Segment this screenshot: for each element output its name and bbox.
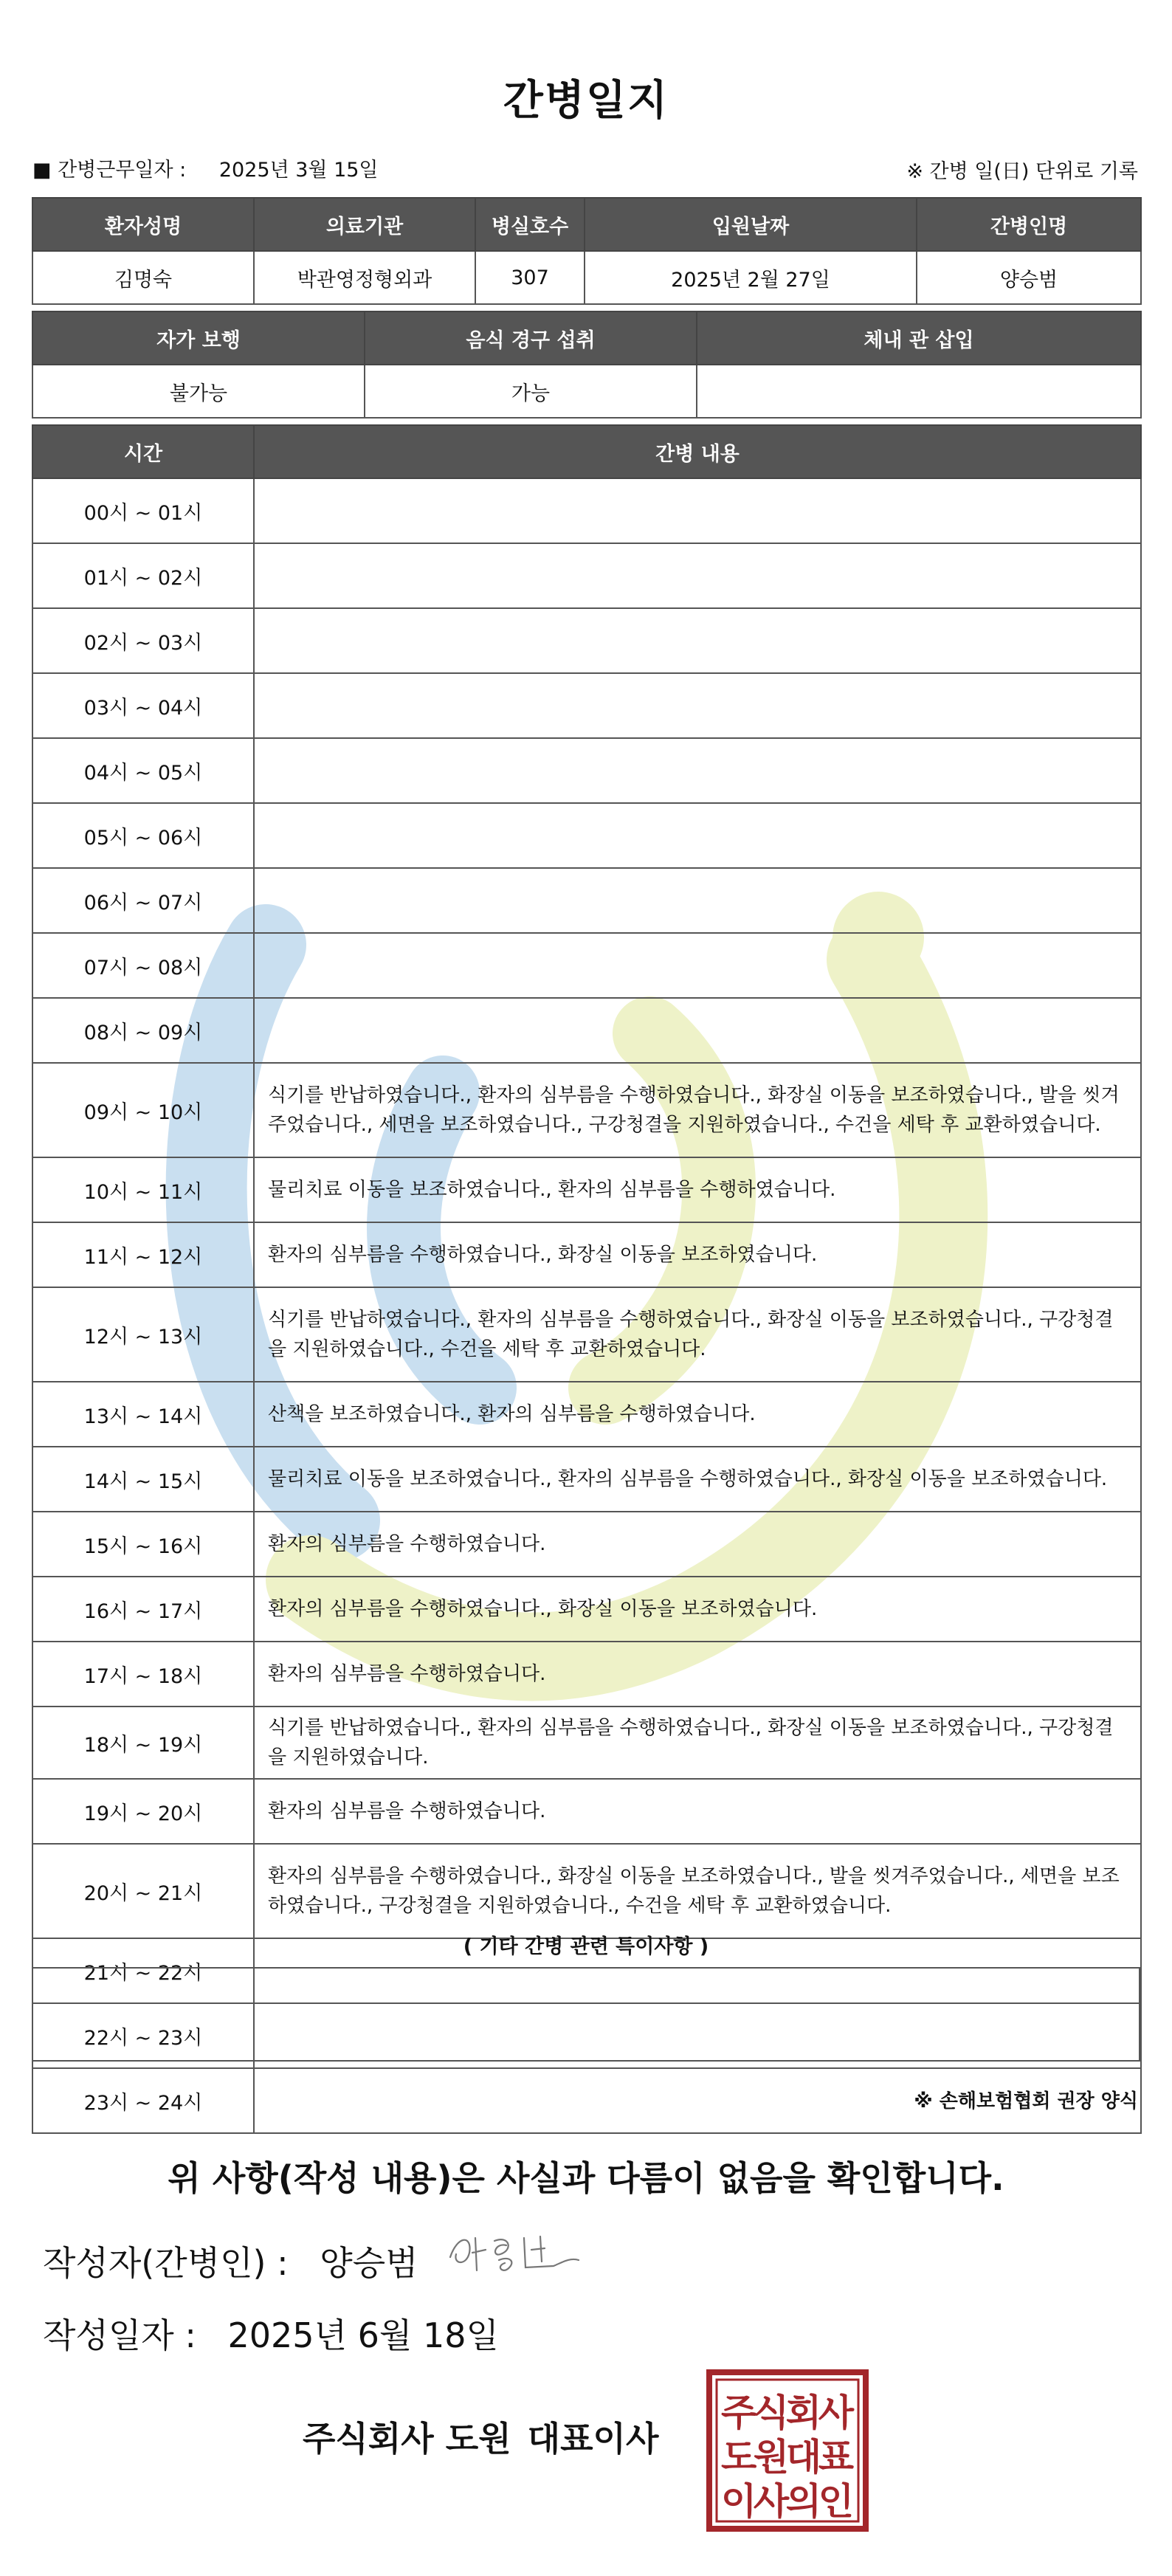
time-slot: 23시 ~ 24시: [32, 2068, 254, 2133]
record-unit-note: ※ 간병 일(日) 단위로 기록: [906, 160, 1138, 183]
svg-text:이사의인: 이사의인: [721, 2480, 854, 2523]
writer-name: 양승범: [320, 2243, 418, 2283]
time-slot: 01시 ~ 02시: [32, 543, 254, 608]
care-note: 환자의 심부름을 수행하였습니다., 화장실 이동을 보조하였습니다., 발을 씻겨주었습니다., 세면을 보조하였습니다., 구강청결을 지원하였습니다., 수건을 세탁 후 교환하였습니다.: [254, 1844, 1141, 1938]
hospital-name: 박관영정형외과: [254, 251, 475, 304]
table-row: [32, 1707, 1141, 1779]
table-row: [32, 1382, 1141, 1447]
care-note: [254, 478, 1141, 543]
time-slot: 08시 ~ 09시: [32, 998, 254, 1063]
header-time: 시간: [32, 425, 254, 478]
table-row: [32, 738, 1141, 803]
table-row: [32, 608, 1141, 673]
table-row: [32, 1063, 1141, 1157]
care-note: 식기를 반납하였습니다., 환자의 심부름을 수행하였습니다., 화장실 이동을 보조하였습니다., 구강청결을 지원하였습니다.: [254, 1707, 1141, 1779]
company-name: 주식회사 도원: [303, 2419, 511, 2459]
care-note: [254, 998, 1141, 1063]
care-note: 식기를 반납하였습니다., 환자의 심부름을 수행하였습니다., 화장실 이동을 보조하였습니다., 구강청결을 지원하였습니다., 수건을 세탁 후 교환하였습니다.: [254, 1287, 1141, 1382]
header-room: 병실호수: [475, 198, 585, 251]
care-note: [254, 803, 1141, 868]
time-slot: 14시 ~ 15시: [32, 1447, 254, 1512]
time-slot: 09시 ~ 10시: [32, 1063, 254, 1157]
time-slot: 00시 ~ 01시: [32, 478, 254, 543]
table-row: [32, 1447, 1141, 1512]
care-note: 식기를 반납하였습니다., 환자의 심부름을 수행하였습니다., 화장실 이동을 보조하였습니다., 발을 씻겨주었습니다., 세면을 보조하였습니다., 구강청결을 지원하였습니다., 수건을 세탁 후 교환하였습니다.: [254, 1063, 1141, 1157]
care-note: 물리치료 이동을 보조하였습니다., 환자의 심부름을 수행하였습니다.: [254, 1157, 1141, 1222]
time-slot: 15시 ~ 16시: [32, 1512, 254, 1577]
time-slot: 10시 ~ 11시: [32, 1157, 254, 1222]
tube-insertion-status: [697, 365, 1141, 418]
header-walking: 자가 보행: [32, 311, 365, 365]
time-slot: 12시 ~ 13시: [32, 1287, 254, 1382]
table-row: [32, 1222, 1141, 1287]
time-slot: 05시 ~ 06시: [32, 803, 254, 868]
table-row: [32, 1512, 1141, 1577]
table-row: [32, 998, 1141, 1063]
time-slot: 16시 ~ 17시: [32, 1577, 254, 1642]
confirmation-statement: 위 사항(작성 내용)은 사실과 다름이 없음을 확인합니다.: [168, 2158, 1004, 2198]
representative-title: 대표이사: [527, 2419, 659, 2459]
table-row: [32, 543, 1141, 608]
oral-intake-status: 가능: [365, 365, 697, 418]
patient-info-table: [32, 197, 1142, 305]
time-slot: 11시 ~ 12시: [32, 1222, 254, 1287]
table-row: [32, 673, 1141, 738]
admission-date: 2025년 2월 27일: [585, 251, 917, 304]
care-note: 환자의 심부름을 수행하였습니다., 화장실 이동을 보조하였습니다.: [254, 1222, 1141, 1287]
write-date-line: [43, 2309, 499, 2358]
special-notes-label: ( 기타 간병 관련 특이사항 ): [463, 1935, 709, 1958]
care-note: 산책을 보조하였습니다., 환자의 심부름을 수행하였습니다.: [254, 1382, 1141, 1447]
care-note: [254, 868, 1141, 933]
work-date-value: 2025년 3월 15일: [218, 159, 379, 182]
writer-line: [43, 2236, 418, 2285]
header-patient-name: 환자성명: [32, 198, 254, 251]
table-row: [32, 1779, 1141, 1844]
patient-name: 김명숙: [32, 251, 254, 304]
care-note: 환자의 심부름을 수행하였습니다., 화장실 이동을 보조하였습니다.: [254, 1577, 1141, 1642]
header-hospital: 의료기관: [254, 198, 475, 251]
svg-text:주식회사: 주식회사: [721, 2391, 854, 2434]
header-caregiver-name: 간병인명: [917, 198, 1141, 251]
header-tube-insertion: 체내 관 삽입: [697, 311, 1141, 365]
table-row: [32, 478, 1141, 543]
writer-label: 작성자(간병인) :: [43, 2243, 289, 2283]
care-note: [254, 543, 1141, 608]
table-row: [32, 1157, 1141, 1222]
work-date: [32, 154, 379, 182]
care-note: 환자의 심부름을 수행하였습니다.: [254, 1779, 1141, 1844]
table-row: [32, 1577, 1141, 1642]
walking-status: 불가능: [32, 365, 365, 418]
patient-status-table: [32, 311, 1142, 419]
page-title: 간병일지: [503, 77, 669, 125]
header-care-content: 간병 내용: [254, 425, 1141, 478]
time-slot: 22시 ~ 23시: [32, 2003, 254, 2068]
time-slot: 20시 ~ 21시: [32, 1844, 254, 1938]
time-slot: 21시 ~ 22시: [32, 1938, 254, 2003]
write-date-label: 작성일자 :: [43, 2315, 196, 2355]
care-note: 환자의 심부름을 수행하였습니다.: [254, 1512, 1141, 1577]
time-slot: 02시 ~ 03시: [32, 608, 254, 673]
time-slot: 06시 ~ 07시: [32, 868, 254, 933]
time-slot: 13시 ~ 14시: [32, 1382, 254, 1447]
care-note: [254, 673, 1141, 738]
table-row: [32, 1642, 1141, 1707]
header-oral-intake: 음식 경구 섭취: [365, 311, 697, 365]
room-number: 307: [475, 251, 585, 304]
table-row: [32, 803, 1141, 868]
care-note: [254, 933, 1141, 998]
care-log-body: [32, 478, 1141, 2133]
company-seal-icon: [705, 2368, 870, 2533]
header-admission-date: 입원날짜: [585, 198, 917, 251]
care-note: 환자의 심부름을 수행하였습니다.: [254, 1642, 1141, 1707]
table-row: [32, 933, 1141, 998]
work-date-label: ■ 간병근무일자 :: [32, 159, 187, 182]
time-slot: 19시 ~ 20시: [32, 1779, 254, 1844]
signature-icon: [443, 2228, 583, 2279]
time-slot: 04시 ~ 05시: [32, 738, 254, 803]
time-slot: 17시 ~ 18시: [32, 1642, 254, 1707]
care-log-table: [32, 424, 1142, 2134]
care-note: [254, 738, 1141, 803]
company-signature: [303, 2412, 658, 2461]
care-note: [254, 608, 1141, 673]
table-row: [32, 1844, 1141, 1938]
table-row: [32, 868, 1141, 933]
time-slot: 07시 ~ 08시: [32, 933, 254, 998]
time-slot: 18시 ~ 19시: [32, 1707, 254, 1779]
caregiver-name: 양승범: [917, 251, 1141, 304]
table-row: [32, 1287, 1141, 1382]
time-slot: 03시 ~ 04시: [32, 673, 254, 738]
care-note: 물리치료 이동을 보조하였습니다., 환자의 심부름을 수행하였습니다., 화장실 이동을 보조하였습니다.: [254, 1447, 1141, 1512]
write-date-value: 2025년 6월 18일: [227, 2315, 499, 2355]
special-notes-box: [32, 1967, 1140, 2062]
svg-text:도원대표: 도원대표: [721, 2436, 854, 2479]
association-form-note: ※ 손해보험협회 권장 양식: [914, 2090, 1138, 2112]
